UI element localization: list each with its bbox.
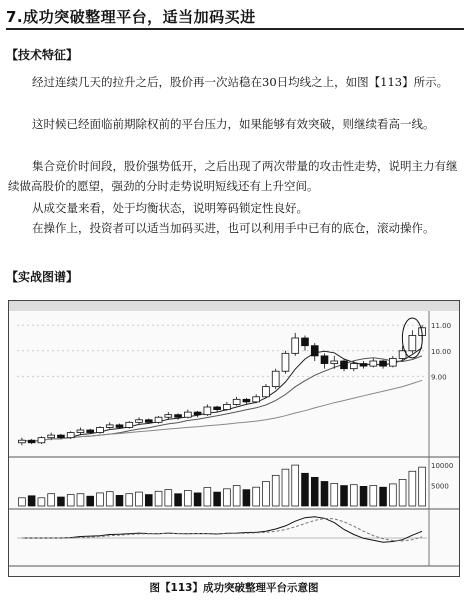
candle-body — [282, 353, 289, 371]
candle-body — [28, 440, 35, 443]
volume-bar — [311, 477, 318, 506]
candle-body — [194, 412, 201, 415]
volume-bar — [18, 498, 25, 506]
candle-body — [97, 427, 104, 432]
volume-bar — [155, 491, 162, 506]
moving-average-line — [22, 356, 422, 442]
price-tick-label: 11.00 — [431, 322, 452, 331]
volume-bar — [243, 490, 250, 506]
volume-bar — [116, 495, 123, 506]
candle-body — [145, 420, 152, 423]
page-heading: 7.成功突破整理平台，适当加码买进 — [6, 8, 256, 26]
candle-body — [292, 338, 299, 353]
paragraph-1: 经过连续几天的拉升之后，股价再一次站稳在30日均线之上，如图【113】所示。 — [32, 75, 449, 89]
volume-bar — [194, 493, 201, 506]
candle-body — [67, 433, 74, 438]
stock-chart-svg — [9, 301, 459, 576]
candle-body — [116, 425, 123, 428]
figure-caption: 图【113】成功突破整理平台示意图 — [149, 582, 319, 594]
volume-bar — [263, 481, 270, 506]
candle-body — [243, 399, 250, 402]
candle-body — [155, 417, 162, 422]
candle-body — [175, 415, 182, 418]
heading-rule — [6, 28, 464, 30]
volume-bar — [399, 479, 406, 506]
candle-body — [165, 415, 172, 418]
candle-body — [38, 438, 45, 443]
volume-bar — [389, 484, 396, 506]
volume-bar — [87, 496, 94, 506]
candle-body — [48, 435, 55, 438]
volume-tick-label: 10000 — [431, 462, 454, 471]
volume-bar — [282, 469, 289, 506]
section-chart: 【实战图谱】 — [6, 270, 79, 284]
volume-bar — [126, 494, 133, 506]
stock-chart — [8, 300, 460, 577]
volume-bar — [302, 473, 309, 506]
paragraph-2: 这时候已经面临前期除权前的平台压力，如果能够有效突破，则继续看高一线。 — [32, 117, 435, 131]
volume-bar — [145, 495, 152, 506]
candle-body — [263, 387, 270, 397]
volume-bar — [253, 487, 260, 506]
candle-body — [87, 430, 94, 433]
volume-bar — [341, 486, 348, 506]
volume-tick-label: 5000 — [431, 482, 449, 491]
candle-body — [253, 397, 260, 402]
volume-bar — [409, 471, 416, 506]
volume-bar — [136, 492, 143, 506]
volume-bar — [58, 497, 65, 506]
moving-average-line — [22, 348, 422, 442]
candle-body — [136, 420, 143, 423]
candle-body — [77, 430, 84, 433]
volume-bar — [184, 490, 191, 506]
candle-body — [389, 358, 396, 366]
volume-bar — [350, 485, 357, 506]
candle-body — [409, 335, 416, 350]
price-tick-label: 9.00 — [431, 373, 447, 382]
candle-body — [331, 361, 338, 364]
candle-body — [233, 399, 240, 404]
volume-bar — [38, 498, 45, 506]
section-tech-features: 【技术特征】 — [6, 48, 79, 62]
price-tick-label: 10.00 — [431, 347, 452, 356]
candle-body — [360, 364, 367, 367]
chart-top-bar — [9, 301, 459, 311]
paragraph-5: 在操作上，投资者可以适当加码买进，也可以利用手中已有的底仓，滚动操作。 — [32, 221, 435, 235]
candle-body — [184, 412, 191, 417]
paragraph-3: 集合竞价时间段，股价强势低开，之后出现了两次带量的攻击性走势，说明主力有继续做高股价的愿望，强劲的分时走势说明短线还有上升空间。 — [8, 159, 458, 193]
candle-body — [380, 361, 387, 366]
paragraph-4: 从成交量来看，处于均衡状态，说明筹码锁定性良好。 — [32, 201, 308, 215]
volume-bar — [370, 486, 377, 506]
candle-body — [341, 361, 348, 369]
volume-bar — [48, 494, 55, 506]
candle-body — [311, 346, 318, 356]
candle-body — [223, 404, 230, 409]
volume-bar — [204, 488, 211, 506]
volume-bar — [233, 486, 240, 506]
volume-bar — [214, 492, 221, 506]
candle-body — [204, 407, 211, 415]
volume-bar — [175, 494, 182, 506]
volume-bar — [106, 492, 113, 506]
volume-bar — [380, 487, 387, 506]
candle-body — [214, 407, 221, 410]
candle-body — [370, 361, 377, 366]
volume-bar — [165, 490, 172, 506]
volume-bar — [292, 465, 299, 506]
volume-bar — [223, 489, 230, 506]
volume-bar — [272, 475, 279, 506]
candle-body — [126, 422, 133, 427]
volume-bar — [331, 484, 338, 507]
candle-body — [272, 371, 279, 386]
candle-body — [350, 364, 357, 369]
candle-body — [302, 338, 309, 346]
candle-body — [58, 435, 65, 438]
candle-body — [321, 356, 328, 364]
volume-bar — [77, 494, 84, 506]
volume-bar — [67, 495, 74, 506]
volume-bar — [97, 493, 104, 506]
volume-bar — [360, 486, 367, 506]
candle-body — [18, 440, 25, 443]
volume-bar — [28, 496, 35, 506]
candle-body — [106, 425, 113, 428]
volume-bar — [321, 481, 328, 506]
volume-bar — [419, 467, 426, 506]
